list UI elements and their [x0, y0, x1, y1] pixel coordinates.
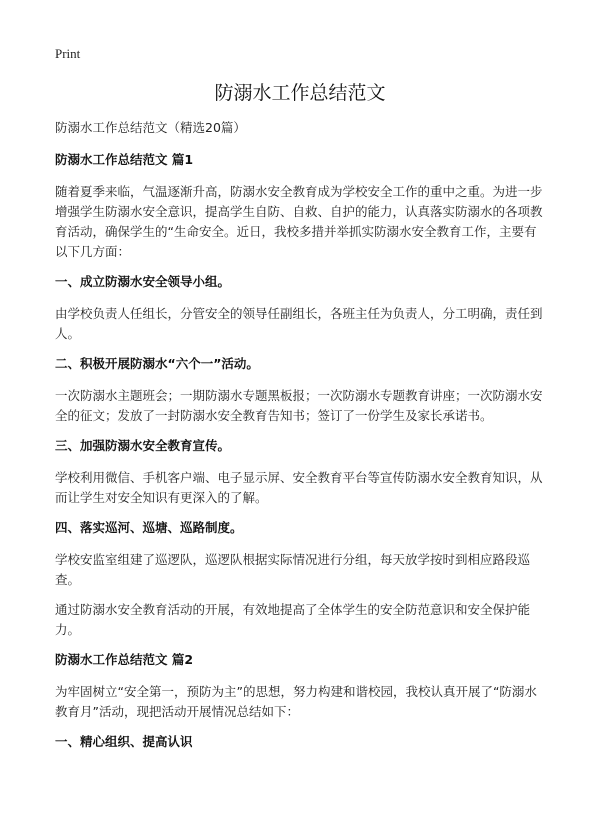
- paragraph: 一次防溺水主题班会；一期防溺水专题黑板报；一次防溺水专题教育讲座；一次防溺水安全的征文；发放了一封防溺水安全教育告知书；签订了一份学生及家长承诺书。: [55, 388, 543, 423]
- document-title: 防溺水工作总结范文: [214, 82, 386, 104]
- section-heading: 防溺水工作总结范文 篇1: [55, 152, 194, 167]
- paragraph: 通过防溺水安全教育活动的开展，有效地提高了全体学生的安全防范意识和安全保护能力。: [55, 602, 531, 637]
- print-link[interactable]: Print: [55, 46, 81, 61]
- section-heading: 四、落实巡河、巡塘、巡路制度。: [55, 520, 243, 535]
- document-body: [55, 118, 547, 764]
- document-subtitle: 防溺水工作总结范文（精选20篇）: [55, 120, 246, 135]
- section-heading: 三、加强防溺水安全教育宣传。: [55, 438, 231, 453]
- paragraph: 学校安监室组建了巡逻队，巡逻队根据实际情况进行分组，每天放学按时到相应路段巡查。: [55, 552, 531, 587]
- paragraph: 随着夏季来临，气温逐渐升高，防溺水安全教育成为学校安全工作的重中之重。为进一步增强学生防溺水安全意识，提高学生自防、自救、自护的能力，认真落实防溺水的各项教育活动，确保学生的“生命安全。近日，我校多措并举抓实防溺水安全教育工作，主要有以下几方面：: [55, 184, 543, 259]
- paragraph: 为牢固树立“安全第一，预防为主”的思想，努力构建和谐校园，我校认真开展了“防溺水教育月”活动，现把活动开展情况总结如下：: [55, 684, 537, 719]
- section-heading: 二、积极开展防溺水“六个一”活动。: [55, 356, 259, 371]
- section-heading: 防溺水工作总结范文 篇2: [55, 652, 194, 667]
- section-heading: 一、成立防溺水安全领导小组。: [55, 274, 231, 289]
- paragraph: 由学校负责人任组长，分管安全的领导任副组长，各班主任为负责人，分工明确，责任到人。: [55, 306, 543, 341]
- paragraph: 学校利用微信、手机客户端、电子显示屏、安全教育平台等宣传防溺水安全教育知识，从而让学生对安全知识有更深入的了解。: [55, 470, 543, 505]
- section-heading: 一、精心组织、提高认识: [55, 734, 193, 749]
